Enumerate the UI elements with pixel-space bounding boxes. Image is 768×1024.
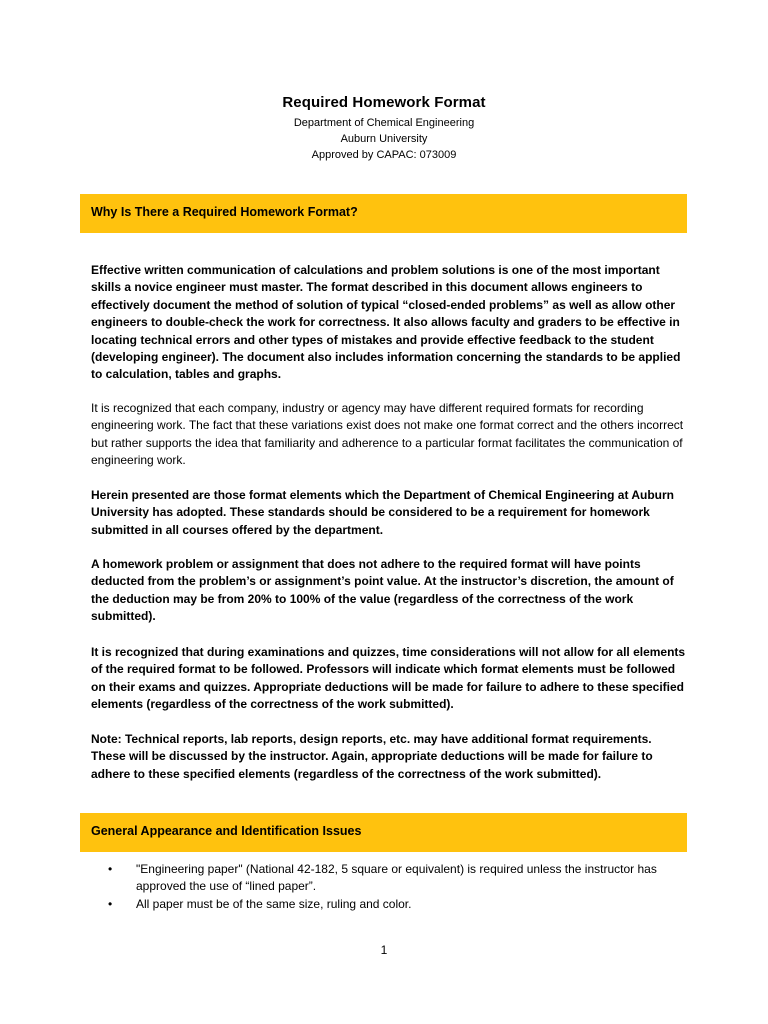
section-heading: Why Is There a Required Homework Format? — [91, 205, 358, 219]
paragraph-deduction: A homework problem or assignment that does not adhere to the required format will have points deducted from the problem’s or assignment’s point value. At the instructor’s discretion, the amount of the deduction may be from 20% to 100% of the value (regardless of the correctness of the work submitted). — [91, 557, 674, 624]
bullet-icon: • — [108, 862, 113, 876]
paragraph-note: Note: Technical reports, lab reports, design reports, etc. may have additional format requirements. These will be discussed by the instructor. Again, appropriate deductions will be made for failure to adhere to these specified elements (regardless of the correctness of the work submitted). — [91, 732, 653, 781]
list-item-text: "Engineering paper" (National 42-182, 5 square or equivalent) is required unless the instructor has approved the use of “lined paper”. — [136, 862, 657, 894]
document-title: Required Homework Format — [282, 94, 486, 111]
bullet-list — [108, 861, 688, 913]
bullet-icon: • — [108, 896, 113, 911]
paragraph-exams: It is recognized that during examinations and quizzes, time considerations will not allow for all elements of the required format to be followed. Professors will indicate which format elements must be followed on their exams and quizzes. Appropriate deductions will be made for failure to adhere to these specified elements (regardless of the correctness of the work submitted). — [91, 645, 686, 712]
list-item-text: All paper must be of the same size, ruling and color. — [136, 896, 412, 911]
paragraph-intro: Effective written communication of calculations and problem solutions is one of the most important skills a novice engineer must master. The format described in this document allows engineers to effectively document the method of solution of typical “closed-ended problems” as well as allow other engineers to double-check the work for correctness. It also allows faculty and graders to be effective in locating technical errors and other types of mistakes and provide effective feedback to the student (developing engineer). The document also includes information concerning the standards to be applied to calculation, tables and graphs. — [91, 263, 681, 382]
list-item — [108, 861, 688, 896]
section-heading: General Appearance and Identification Issues — [91, 824, 362, 838]
department-line: Department of Chemical Engineering — [293, 117, 475, 129]
section-heading-band — [80, 194, 687, 233]
section-heading-band — [80, 813, 687, 852]
paragraph-formats: It is recognized that each company, industry or agency may have different required formats for recording engineering work. The fact that these variations exist does not make one format correct and the others incorrect but rather supports the idea that familiarity and adherence to a particular format facilitates the communication of engineering work. — [91, 401, 684, 468]
paragraph-standards: Herein presented are those format elements which the Department of Chemical Engineering at Auburn University has adopted. These standards should be considered to be a requirement for homework submitted in all courses offered by the department. — [91, 488, 675, 537]
page-number: 1 — [380, 943, 388, 957]
approval-line: Approved by CAPAC: 073009 — [311, 149, 457, 161]
list-item — [108, 896, 688, 913]
university-line: Auburn University — [340, 133, 428, 145]
